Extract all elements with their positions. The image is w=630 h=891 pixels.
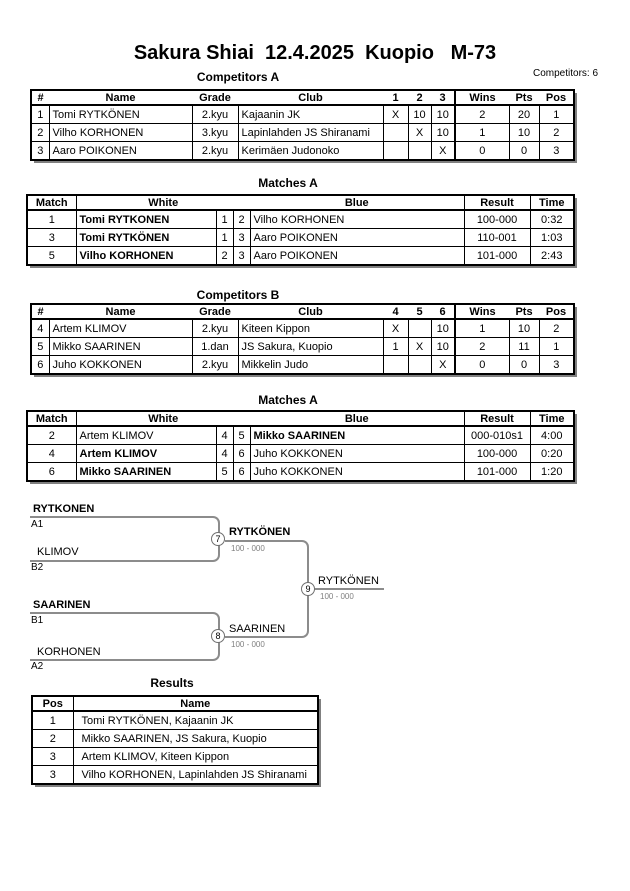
bracket-slot-name: SAARINEN xyxy=(33,599,91,611)
blue-num-cell: 6 xyxy=(233,445,250,463)
club-cell: JS Sakura, Kuopio xyxy=(238,338,383,356)
time-cell: 1:03 xyxy=(530,229,574,247)
wins-cell: 0 xyxy=(455,356,509,375)
table-row xyxy=(31,105,574,124)
name-cell: Aaro POIKONEN xyxy=(49,142,192,161)
white-header: White xyxy=(76,195,250,210)
time-cell: 1:20 xyxy=(530,463,574,482)
white-cell: Artem KLIMOV xyxy=(76,445,216,463)
pts-cell: 11 xyxy=(509,338,539,356)
pos-header: Pos xyxy=(32,696,73,711)
time-cell: 2:43 xyxy=(530,247,574,266)
blue-header: Blue xyxy=(250,411,464,426)
score-cell: X xyxy=(431,356,455,375)
opp3-header: 6 xyxy=(431,304,455,319)
pts-cell: 0 xyxy=(509,356,539,375)
table-header-row xyxy=(31,304,574,319)
table-header-row xyxy=(27,411,574,426)
grade-cell: 2.kyu xyxy=(192,319,238,338)
num-header: # xyxy=(31,90,49,105)
name-header: Name xyxy=(49,304,192,319)
pts-cell: 20 xyxy=(509,105,539,124)
score-cell: 10 xyxy=(408,105,431,124)
grade-header: Grade xyxy=(192,304,238,319)
num-cell: 3 xyxy=(31,142,49,161)
club-cell: Lapinlahden JS Shiranami xyxy=(238,124,383,142)
result-cell: 101-000 xyxy=(464,463,530,482)
wins-cell: 1 xyxy=(455,319,509,338)
grade-cell: 2.kyu xyxy=(192,105,238,124)
name-cell: Artem KLIMOV, Kiteen Kippon xyxy=(73,748,318,766)
pts-cell: 10 xyxy=(509,124,539,142)
table-header-row xyxy=(31,90,574,105)
score-cell xyxy=(408,356,431,375)
pos-header: Pos xyxy=(539,304,574,319)
wins-cell: 1 xyxy=(455,124,509,142)
time-header: Time xyxy=(530,195,574,210)
results-table xyxy=(31,695,319,785)
club-header: Club xyxy=(238,90,383,105)
bracket-winner-name: RYTKÖNEN xyxy=(229,526,291,538)
score-cell xyxy=(383,124,408,142)
pos-cell: 2 xyxy=(32,730,73,748)
result-header: Result xyxy=(464,195,530,210)
time-cell: 4:00 xyxy=(530,426,574,445)
competitors-a-table xyxy=(30,89,575,161)
time-cell: 0:32 xyxy=(530,210,574,229)
name-cell: Vilho KORHONEN, Lapinlahden JS Shiranami xyxy=(73,766,318,785)
result-cell: 100-000 xyxy=(464,210,530,229)
blue-num-cell: 3 xyxy=(233,229,250,247)
table-row xyxy=(27,445,574,463)
name-cell: Artem KLIMOV xyxy=(49,319,192,338)
match-header: Match xyxy=(27,411,76,426)
score-cell xyxy=(408,319,431,338)
wins-header: Wins xyxy=(455,304,509,319)
result-cell: 110-001 xyxy=(464,229,530,247)
name-cell: Tomi RYTKÖNEN xyxy=(49,105,192,124)
section-title-competitors-a: Competitors A xyxy=(196,70,280,84)
table-row xyxy=(27,247,574,266)
name-cell: Mikko SAARINEN, JS Sakura, Kuopio xyxy=(73,730,318,748)
bracket-score: 100 - 000 xyxy=(320,592,354,601)
club-header: Club xyxy=(238,304,383,319)
blue-cell: Aaro POIKONEN xyxy=(250,229,464,247)
wins-cell: 2 xyxy=(455,338,509,356)
wins-cell: 2 xyxy=(455,105,509,124)
bracket-winner-name: SAARINEN xyxy=(229,623,286,635)
opp3-header: 3 xyxy=(431,90,455,105)
grade-cell: 1.dan xyxy=(192,338,238,356)
bracket-slot-name: KORHONEN xyxy=(37,646,101,658)
opp1-header: 4 xyxy=(383,304,408,319)
match-cell: 3 xyxy=(27,229,76,247)
section-title-matches-a2: Matches A xyxy=(258,393,318,407)
pos-cell: 3 xyxy=(539,356,574,375)
time-header: Time xyxy=(530,411,574,426)
pos-cell: 1 xyxy=(539,338,574,356)
blue-header: Blue xyxy=(250,195,464,210)
table-row xyxy=(27,229,574,247)
blue-cell: Vilho KORHONEN xyxy=(250,210,464,229)
section-title-competitors-b: Competitors B xyxy=(196,288,280,302)
opp2-header: 5 xyxy=(408,304,431,319)
table-row xyxy=(32,730,318,748)
match-header: Match xyxy=(27,195,76,210)
pos-cell: 2 xyxy=(539,124,574,142)
score-cell: 1 xyxy=(383,338,408,356)
bracket-seed-label: B1 xyxy=(31,615,44,626)
bracket-seed-label: B2 xyxy=(31,562,44,573)
white-num-cell: 5 xyxy=(216,463,233,482)
match-number-circle: 9 xyxy=(301,582,315,596)
name-cell: Vilho KORHONEN xyxy=(49,124,192,142)
score-cell: X xyxy=(431,142,455,161)
bracket-winner-line xyxy=(313,588,384,590)
bracket-seed-label: A1 xyxy=(31,519,44,530)
bracket-slot-name: KLIMOV xyxy=(37,546,79,558)
table-header-row xyxy=(32,696,318,711)
score-cell: 10 xyxy=(431,105,455,124)
table-row xyxy=(27,463,574,482)
pts-cell: 10 xyxy=(509,319,539,338)
match-number-circle: 7 xyxy=(211,532,225,546)
pts-header: Pts xyxy=(509,90,539,105)
wins-cell: 0 xyxy=(455,142,509,161)
competitors-count: Competitors: 6 xyxy=(533,68,599,79)
match-cell: 1 xyxy=(27,210,76,229)
match-cell: 2 xyxy=(27,426,76,445)
num-cell: 1 xyxy=(31,105,49,124)
table-row xyxy=(31,124,574,142)
result-cell: 101-000 xyxy=(464,247,530,266)
club-cell: Kajaanin JK xyxy=(238,105,383,124)
table-header-row xyxy=(27,195,574,210)
blue-cell: Mikko SAARINEN xyxy=(250,426,464,445)
match-cell: 6 xyxy=(27,463,76,482)
blue-cell: Juho KOKKONEN xyxy=(250,445,464,463)
white-header: White xyxy=(76,411,250,426)
white-num-cell: 4 xyxy=(216,426,233,445)
score-cell: X xyxy=(408,338,431,356)
num-header: # xyxy=(31,304,49,319)
score-cell: X xyxy=(383,319,408,338)
pos-cell: 1 xyxy=(32,711,73,730)
score-cell xyxy=(383,356,408,375)
name-cell: Mikko SAARINEN xyxy=(49,338,192,356)
section-title-results: Results xyxy=(150,676,194,690)
white-cell: Artem KLIMOV xyxy=(76,426,216,445)
grade-cell: 2.kyu xyxy=(192,142,238,161)
pos-header: Pos xyxy=(539,90,574,105)
white-cell: Vilho KORHONEN xyxy=(76,247,216,266)
table-row xyxy=(32,766,318,785)
num-cell: 5 xyxy=(31,338,49,356)
match-cell: 5 xyxy=(27,247,76,266)
score-cell xyxy=(408,142,431,161)
wins-header: Wins xyxy=(455,90,509,105)
pts-header: Pts xyxy=(509,304,539,319)
score-cell: X xyxy=(408,124,431,142)
match-number-circle: 8 xyxy=(211,629,225,643)
blue-num-cell: 5 xyxy=(233,426,250,445)
pos-cell: 3 xyxy=(32,748,73,766)
table-row xyxy=(27,426,574,445)
table-row xyxy=(27,210,574,229)
pos-cell: 3 xyxy=(539,142,574,161)
grade-cell: 3.kyu xyxy=(192,124,238,142)
white-num-cell: 1 xyxy=(216,210,233,229)
blue-num-cell: 6 xyxy=(233,463,250,482)
num-cell: 4 xyxy=(31,319,49,338)
result-header: Result xyxy=(464,411,530,426)
pos-cell: 3 xyxy=(32,766,73,785)
pos-cell: 2 xyxy=(539,319,574,338)
club-cell: Mikkelin Judo xyxy=(238,356,383,375)
club-cell: Kerimäen Judonoko xyxy=(238,142,383,161)
bracket-winner-name: RYTKÖNEN xyxy=(318,575,379,587)
table-row xyxy=(32,748,318,766)
bracket-seed-label: A2 xyxy=(31,661,44,672)
pos-cell: 1 xyxy=(539,105,574,124)
name-header: Name xyxy=(73,696,318,711)
opp1-header: 1 xyxy=(383,90,408,105)
result-cell: 000-010s1 xyxy=(464,426,530,445)
score-cell: 10 xyxy=(431,319,455,338)
bracket-score: 100 - 000 xyxy=(231,640,265,649)
table-row xyxy=(31,338,574,356)
blue-num-cell: 3 xyxy=(233,247,250,266)
blue-cell: Aaro POIKONEN xyxy=(250,247,464,266)
time-cell: 0:20 xyxy=(530,445,574,463)
white-cell: Mikko SAARINEN xyxy=(76,463,216,482)
table-row xyxy=(31,319,574,338)
club-cell: Kiteen Kippon xyxy=(238,319,383,338)
name-cell: Juho KOKKONEN xyxy=(49,356,192,375)
num-cell: 6 xyxy=(31,356,49,375)
bracket-slot-name: RYTKONEN xyxy=(33,503,95,515)
table-row xyxy=(31,142,574,161)
num-cell: 2 xyxy=(31,124,49,142)
white-cell: Tomi RYTKONEN xyxy=(76,210,216,229)
score-cell: 10 xyxy=(431,124,455,142)
score-cell xyxy=(383,142,408,161)
grade-header: Grade xyxy=(192,90,238,105)
score-cell: 10 xyxy=(431,338,455,356)
section-title-matches-a1: Matches A xyxy=(258,176,318,190)
white-num-cell: 2 xyxy=(216,247,233,266)
score-cell: X xyxy=(383,105,408,124)
pts-cell: 0 xyxy=(509,142,539,161)
blue-num-cell: 2 xyxy=(233,210,250,229)
white-num-cell: 4 xyxy=(216,445,233,463)
matches-a1-table xyxy=(26,194,575,266)
table-row xyxy=(32,711,318,730)
matches-a2-table xyxy=(26,410,575,482)
bracket-score: 100 - 000 xyxy=(231,544,265,553)
name-cell: Tomi RYTKÖNEN, Kajaanin JK xyxy=(73,711,318,730)
white-num-cell: 1 xyxy=(216,229,233,247)
match-cell: 4 xyxy=(27,445,76,463)
page-title: Sakura Shiai 12.4.2025 Kuopio M-73 xyxy=(133,42,497,64)
blue-cell: Juho KOKKONEN xyxy=(250,463,464,482)
competitors-b-table xyxy=(30,303,575,375)
name-header: Name xyxy=(49,90,192,105)
opp2-header: 2 xyxy=(408,90,431,105)
result-cell: 100-000 xyxy=(464,445,530,463)
table-row xyxy=(31,356,574,375)
grade-cell: 2.kyu xyxy=(192,356,238,375)
white-cell: Tomi RYTKÖNEN xyxy=(76,229,216,247)
